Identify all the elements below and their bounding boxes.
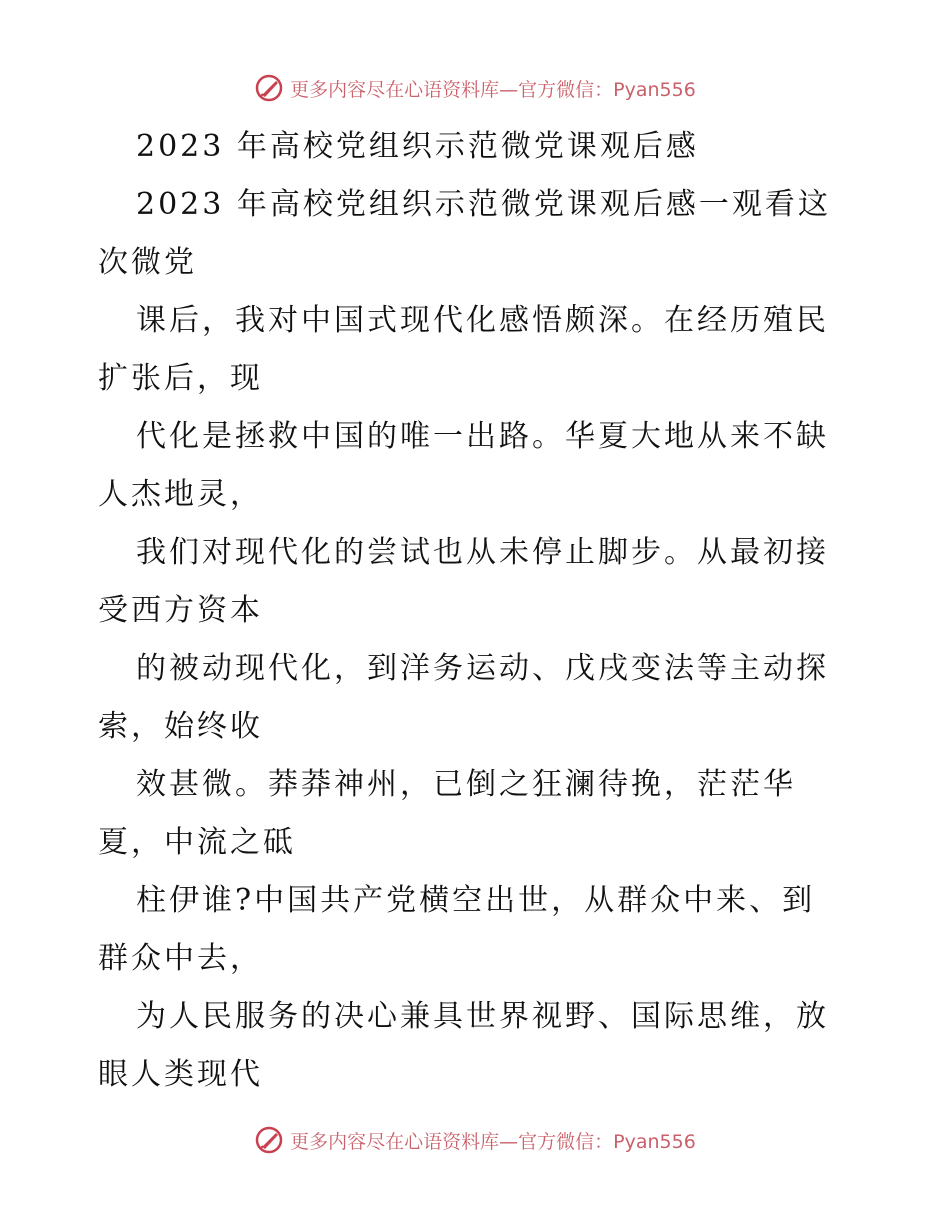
paragraph-line: 的被动现代化，到洋务运动、戊戌变法等主动探 [136, 651, 829, 686]
paragraph-line: 效甚微。莽莽神州，已倒之狂澜待挽，茫茫华 [136, 767, 796, 802]
paragraph-line: 人杰地灵， [98, 477, 263, 512]
paragraph-line: 受西方资本 [98, 593, 263, 628]
paragraph-line: 扩张后，现 [98, 361, 263, 396]
header-banner-text: 更多内容尽在心语资料库—官方微信：Pyan556 [290, 78, 696, 101]
paragraph-line: 次微党 [98, 245, 197, 280]
quill-logo-icon [254, 73, 284, 103]
paragraph-line: 柱伊谁?中国共产党横空出世，从群众中来、到 [136, 883, 816, 918]
paragraph-line: 群众中去， [98, 941, 263, 976]
paragraph-line: 代化是拯救中国的唯一出路。华夏大地从来不缺 [136, 419, 829, 454]
footer-banner-text: 更多内容尽在心语资料库—官方微信：Pyan556 [290, 1130, 696, 1153]
paragraph-line: 夏，中流之砥 [98, 825, 296, 860]
paragraph-line: 课后，我对中国式现代化感悟颇深。在经历殖民 [136, 303, 829, 338]
paragraph-line: 为人民服务的决心兼具世界视野、国际思维，放 [136, 999, 829, 1034]
paragraph-line: 我们对现代化的尝试也从未停止脚步。从最初接 [136, 535, 829, 570]
document-body [98, 118, 858, 1104]
paragraph-line: 2023 年高校党组织示范微党课观后感一观看这 [136, 187, 831, 222]
paragraph-line: 索，始终收 [98, 709, 263, 744]
document-title: 2023 年高校党组织示范微党课观后感 [136, 129, 699, 164]
paragraph-line: 眼人类现代 [98, 1057, 263, 1092]
footer-banner [0, 1120, 950, 1160]
quill-logo-icon [254, 1125, 284, 1155]
header-banner [0, 68, 950, 108]
